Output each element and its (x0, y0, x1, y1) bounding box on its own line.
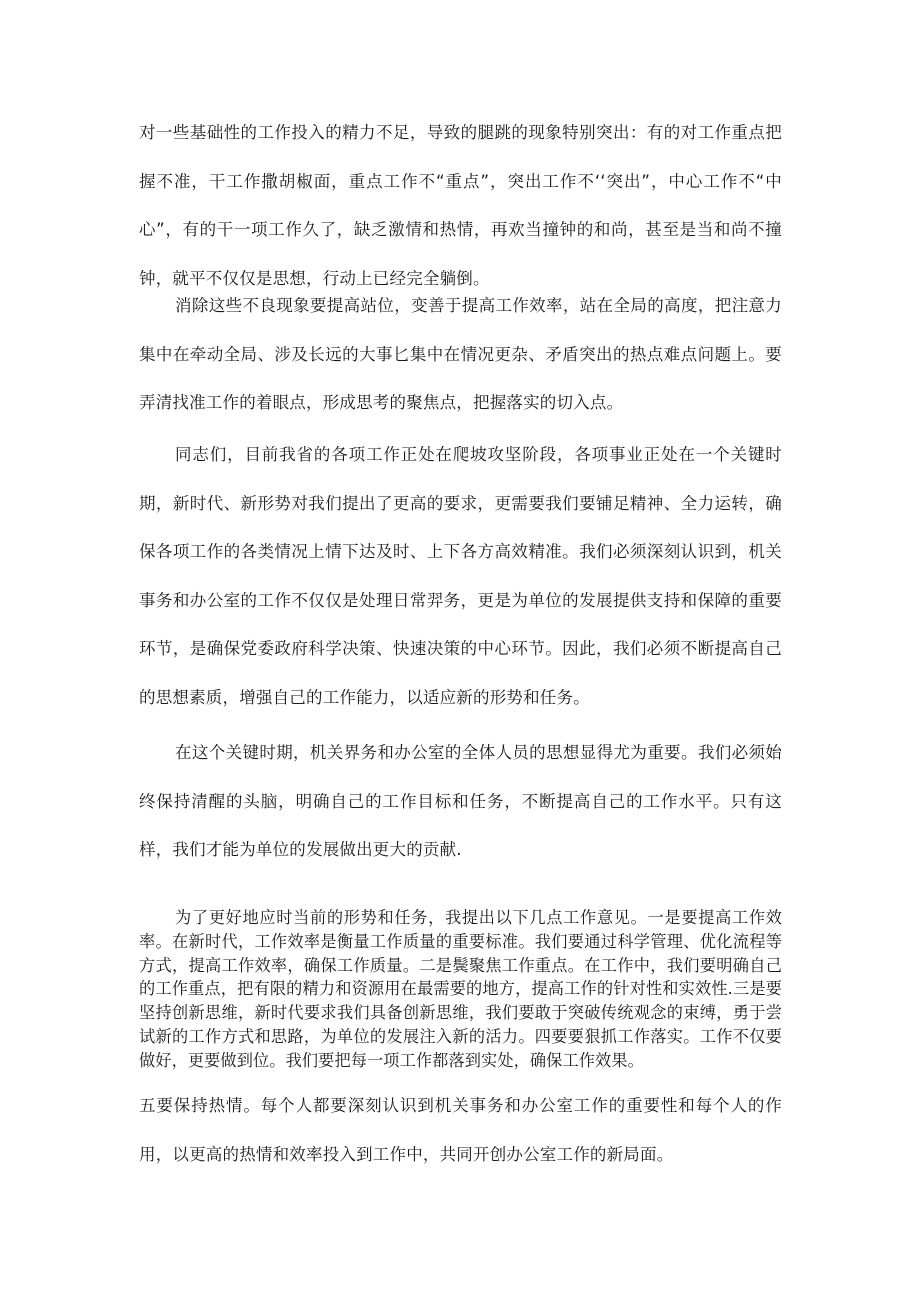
paragraph-5: 为了更好地应时当前的形势和任务，我提出以下几点工作意见。一是要提高工作效率。在新时代，工作效率是衡量工作质量的重要标准。我们要通过科学管理、优化流程等方式，提高工作效率，确保工作质量。二是鬓聚焦工作重点。在工作中，我们要明确自己的工作重点，把有限的精力和资源用在最需要的地方，提高工作的针对性和实效性.三是要坚持创新思维，新时代要求我们具备创新思维，我们要敢于突破传统观念的束缚，勇于尝试新的工作方式和思路，为单位的发展注入新的活力。四要要狠抓工作落实。工作不仅要做好，更要做到位。我们要把每一项工作都落到实处，确保工作效果。 (139, 908, 782, 1070)
paragraph-2: 消除这些不良现象要提高站位，变善于提高工作效率，站在全局的高度，把注意力集中在牵动全局、涉及长远的大事匕集中在情况更杂、矛盾突出的热点难点问题上。要弄清找准工作的着眼点，形成思考的聚焦点，把握落实的切入点。 (139, 296, 782, 413)
paragraph-4: 在这个关键时期，机关界务和办公室的全体人员的思想显得尤为重要。我们必须始终保持清醒的头脑，明确自己的工作目标和任务，不断提高自己的工作水平。只有这样，我们才能为单位的发展做出更大的贡献. (139, 743, 782, 860)
paragraph-1: 对一些基础性的工作投入的精力不足，导致的腿跳的现象特别突出：有的对工作重点把握不准，干工作撒胡椒面，重点工作不“重点”，突出工作不‘‘突出”，中心工作不“中心”，有的干一项工作久了，缺乏激情和热情，再欢当撞钟的和尚，甚至是当和尚不撞钟，就平不仅仅是思想，行动上已经完全躺倒。 (139, 123, 782, 288)
paragraph-3: 同志们，目前我省的各项工作正处在爬坡攻坚阶段，各项事业正处在一个关键时期，新时代、新形势对我们提出了更高的要求，更需要我们要铺足精神、全力运转，确保各项工作的各类情况上情下达及时、上下各方高效精准。我们必须深刻认识到，机关事务和办公室的工作不仅仅是处理日常羿务，更是为单位的发展提供支持和保障的重要环节，是确保党委政府科学决策、快速决策的中心环节。因此，我们必须不断提高自己的思想素质，增强自己的工作能力，以适应新的形势和任务。 (139, 445, 782, 707)
paragraph-6: 五要保持热情。每个人都要深刻认识到机关事务和办公室工作的重要性和每个人的作用，以更高的热情和效率投入到工作中，共同开创办公室工作的新局面。 (139, 1096, 782, 1164)
